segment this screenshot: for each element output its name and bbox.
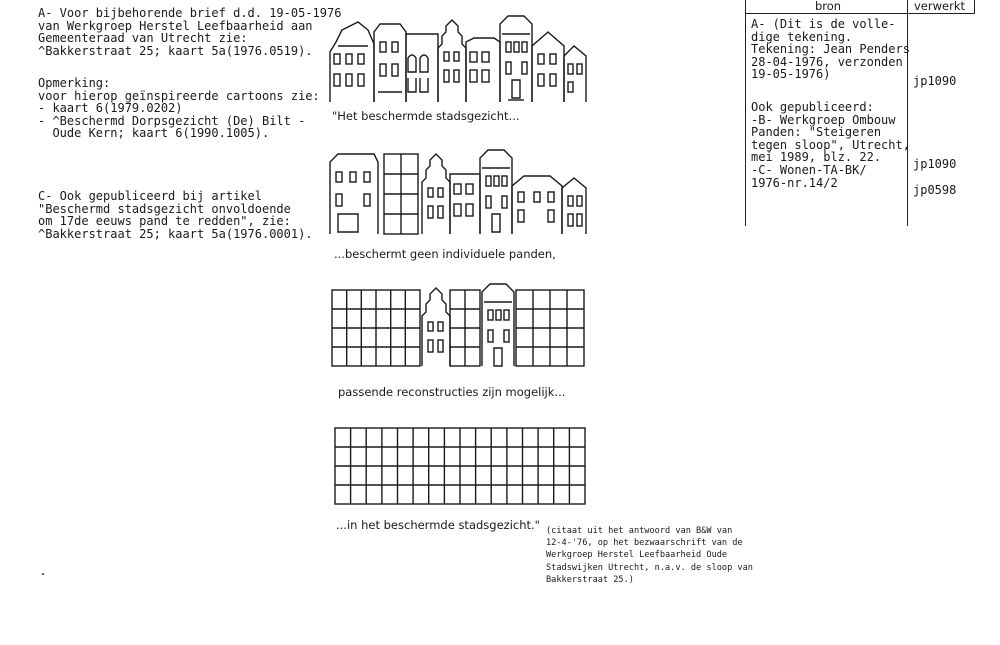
citation-note: (citaat uit het antwoord van B&W van 12-4-'76, op het bezwaarschrift van de Werkgroep Herstel Leefbaarheid Oude Stadswijken Utrecht, n.a.v. de sloop van Bakkerstraat 25.): [546, 526, 753, 585]
header-bron: bron: [815, 0, 842, 13]
cartoon-panel-2: [328, 146, 590, 236]
cartoon-caption-4: ...in het beschermde stadsgezicht.": [336, 518, 540, 532]
processed-code-a: jp1090: [913, 74, 957, 88]
source-table: [745, 0, 975, 226]
cartoon-panel-3: [330, 280, 586, 370]
remark-note: Opmerking: voor hierop geïnspireerde cartoons zie: - kaart 6(1979.0202) - ^Beschermd Dorpsgezicht (De) Bilt - Oude Kern; kaart 6(1990.1005).: [38, 76, 320, 141]
cartoon-panel-1: [328, 12, 590, 104]
cartoon-caption-1: "Het beschermde stadsgezicht...: [332, 109, 520, 123]
cartoon-caption-3: passende reconstructies zijn mogelijk...: [338, 385, 566, 399]
cartoon-panel-4: [333, 426, 587, 508]
processed-code-c: jp0598: [913, 183, 957, 197]
header-verwerkt: verwerkt: [914, 0, 965, 13]
cartoon-caption-2: ...beschermt geen individuele panden,: [334, 247, 556, 261]
source-entry-a: A- (Dit is de volle- dige tekening. Tekening: Jean Penders 28-04-1976, verzonden 19-05-1976): [751, 17, 910, 82]
note-c: C- Ook gepubliceerd bij artikel "Beschermd stadsgezicht onvoldoende om 17de eeuws pand te redden", zie: ^Bakkerstraat 25; kaart 5a(1976.0001).: [38, 189, 313, 241]
stray-mark: [42, 573, 44, 575]
source-entry-b: Ook gepubliceerd: -B- Werkgroep Ombouw Panden: "Steigeren tegen sloop", Utrecht, mei 1989, blz. 22. -C- Wonen-TA-BK/ 1976-nr.14/2: [751, 100, 910, 190]
note-a: A- Voor bijbehorende brief d.d. 19-05-1976 van Werkgroep Herstel Leefbaarheid aan Gemeenteraad van Utrecht zie: ^Bakkerstraat 25; kaart 5a(1976.0519).: [38, 6, 342, 58]
processed-code-b: jp1090: [913, 157, 957, 171]
